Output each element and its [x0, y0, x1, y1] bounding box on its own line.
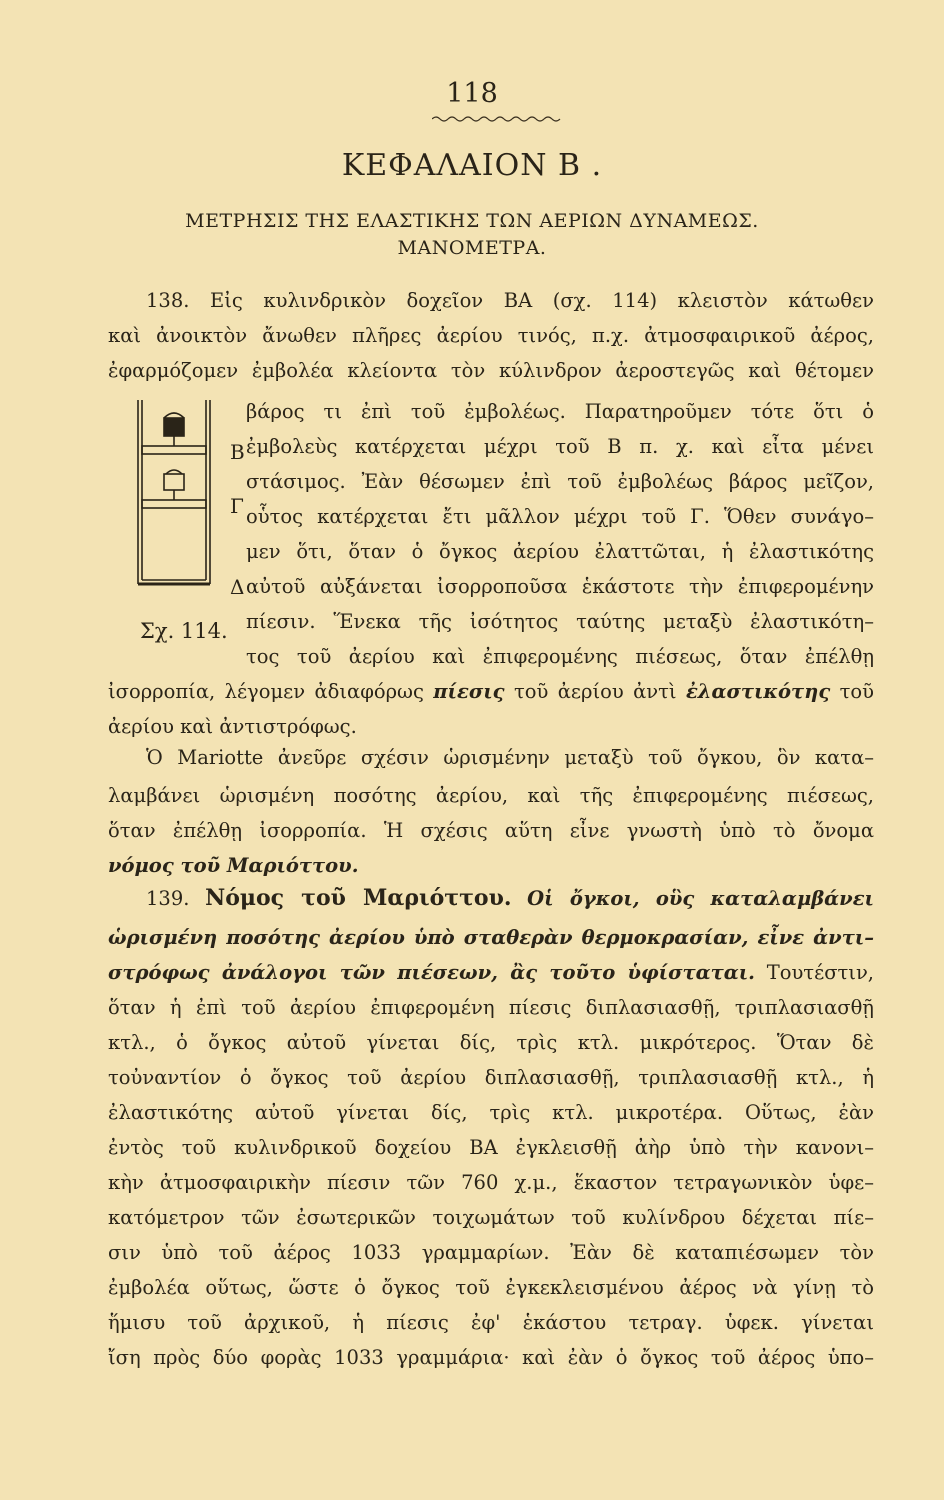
- law-statement: στρόφως ἀνάλογοι τῶν πιέσεων, ἂς τοῦτο ὑφίσταται. Τουτέστιν,: [108, 961, 874, 984]
- para-138-line: ἀερίου καὶ ἀντιστρόφως.: [108, 715, 357, 738]
- para-138-line: οὗτος κατέρχεται ἔτι μᾶλλον μέχρι τοῦ Γ. Ὅθεν συνάγο–: [246, 505, 874, 528]
- figure-label-b: Β: [230, 440, 245, 464]
- para-139-line: 139. Νόμος τοῦ Μαριόττου. Οἱ ὄγκοι, οὓς καταλαμβάνει: [146, 885, 874, 911]
- para-138-line: μεν ὅτι, ὅταν ὁ ὄγκος ἀερίου ἐλαττῶται, ἡ ἐλαστικότης: [246, 540, 874, 563]
- mariotte-line: λαμβάνει ὡρισμένη ποσότης ἀερίου, καὶ τῆς ἐπιφερομένης πιέσεως,: [108, 784, 874, 807]
- para-139-line: κτλ., ὁ ὄγκος αὐτοῦ γίνεται δίς, τρὶς κτλ. μικρότερος. Ὅταν δὲ: [108, 1031, 874, 1054]
- para-138-line: ἰσορροπία, λέγομεν ἀδιαφόρως πίεσις τοῦ ἀερίου ἀντὶ ἐλαστικότης τοῦ: [108, 680, 875, 703]
- para-number: 138.: [146, 289, 190, 312]
- term-pressure: πίεσις: [433, 680, 505, 703]
- law-heading: Νόμος τοῦ Μαριόττου.: [205, 885, 512, 911]
- page-number: 118: [446, 78, 498, 109]
- para-number: 139.: [146, 887, 190, 910]
- para-138-line: στάσιμος. Ἐὰν θέσωμεν ἐπὶ τοῦ ἐμβολέως βάρος μεῖζον,: [246, 470, 874, 493]
- law-statement: ὡρισμένη ποσότης ἀερίου ὑπὸ σταθερὰν θερμοκρασίαν, εἶνε ἀντι–: [108, 926, 874, 949]
- para-138-line: πίεσιν. Ἕνεκα τῆς ἰσότητος ταύτης μεταξὺ ἐλαστικότη–: [246, 610, 874, 633]
- para-138-line: καὶ ἀνοικτὸν ἄνωθεν πλῆρες ἀερίου τινός, π.χ. ἀτμοσφαιρικοῦ ἀέρος,: [108, 324, 874, 347]
- section-subtitle: ΜΑΝΟΜΕΤΡΑ.: [397, 237, 547, 259]
- figure-label-d: Δ: [230, 575, 245, 599]
- para-139-line: ἐλαστικότης αὐτοῦ γίνεται δίς, τρὶς κτλ. μικροτέρα. Οὕτως, ἐὰν: [108, 1101, 874, 1124]
- para-139-line: τοὐναντίον ὁ ὄγκος τοῦ ἀερίου διπλασιασθῇ, τριπλασιασθῇ κτλ., ἡ: [108, 1066, 874, 1089]
- para-139-line: ὅταν ἡ ἐπὶ τοῦ ἀερίου ἐπιφερομένη πίεσις διπλασιασθῇ, τριπλασιασθῇ: [108, 996, 874, 1019]
- para-139-line: σιν ὑπὸ τοῦ ἀέρος 1033 γραμμαρίων. Ἐὰν δὲ καταπιέσωμεν τὸν: [108, 1241, 874, 1264]
- para-138-line: 138. Εἰς κυλινδρικὸν δοχεῖον ΒΑ (σχ. 114) κλειστὸν κάτωθεν: [146, 289, 874, 312]
- para-138-line: τος τοῦ ἀερίου καὶ ἐπιφερομένης πιέσεως, ὅταν ἐπέλθῃ: [246, 645, 874, 668]
- para-139-line: κὴν ἀτμοσφαιρικὴν πίεσιν τῶν 760 χ.μ., ἕκαστον τετραγωνικὸν ὑφε–: [108, 1171, 874, 1194]
- mariotte-line: Ὁ Mariotte ἀνεῦρε σχέσιν ὡρισμένην μεταξὺ τοῦ ὄγκου, ὃν κατα–: [146, 746, 874, 769]
- para-139-line: ἐμβολέα οὕτως, ὥστε ὁ ὄγκος τοῦ ἐγκεκλεισμένου ἀέρος νὰ γίνῃ τὸ: [108, 1276, 874, 1299]
- mariotte-line: ὅταν ἐπέλθῃ ἰσορροπία. Ἡ σχέσις αὕτη εἶνε γνωστὴ ὑπὸ τὸ ὄνομα: [108, 819, 874, 842]
- para-139-line: ἐντὸς τοῦ κυλινδρικοῦ δοχείου ΒΑ ἐγκλεισθῇ ἀὴρ ὑπὸ τὴν κανονι–: [108, 1136, 874, 1159]
- para-139-line: ἴση πρὸς δύο φορὰς 1033 γραμμάρια· καὶ ἐὰν ὁ ὄγκος τοῦ ἀέρος ὑπο–: [108, 1346, 874, 1369]
- para-138-line: ἐφαρμόζομεν ἐμβολέα κλείοντα τὸν κύλινδρον ἀεροστεγῶς καὶ θέτομεν: [108, 359, 874, 382]
- para-139-line: κατόμετρον τῶν ἐσωτερικῶν τοιχωμάτων τοῦ κυλίνδρου δέχεται πίε–: [108, 1206, 874, 1229]
- chapter-title: ΚΕΦΑΛΑΙΟΝ Β .: [341, 148, 603, 183]
- term-elasticity: ἐλαστικότης: [685, 680, 831, 703]
- para-138-line: βάρος τι ἐπὶ τοῦ ἐμβολέως. Παρατηροῦμεν τότε ὅτι ὁ: [246, 400, 874, 423]
- wavy-rule: [432, 114, 562, 124]
- law-name: νόμος τοῦ Μαριόττου.: [108, 854, 359, 877]
- figure-caption: Σχ. 114.: [140, 619, 228, 643]
- para-138-line: αὐτοῦ αὐξάνεται ἰσορροποῦσα ἑκάστοτε τὴν ἐπιφερομένην: [246, 575, 874, 598]
- para-139-line: ἥμισυ τοῦ ἀρχικοῦ, ἡ πίεσις ἐφ' ἑκάστου τετραγ. ὑφεκ. γίνεται: [108, 1311, 874, 1334]
- section-title: ΜΕΤΡΗΣΙΣ ΤΗΣ ΕΛΑΣΤΙΚΗΣ ΤΩΝ ΑΕΡΙΩΝ ΔΥΝΑΜΕΩΣ.: [185, 210, 759, 232]
- para-138-line: ἐμβολεὺς κατέρχεται μέχρι τοῦ Β π. χ. καὶ εἶτα μένει: [246, 435, 874, 458]
- figure-label-g: Γ: [230, 494, 244, 518]
